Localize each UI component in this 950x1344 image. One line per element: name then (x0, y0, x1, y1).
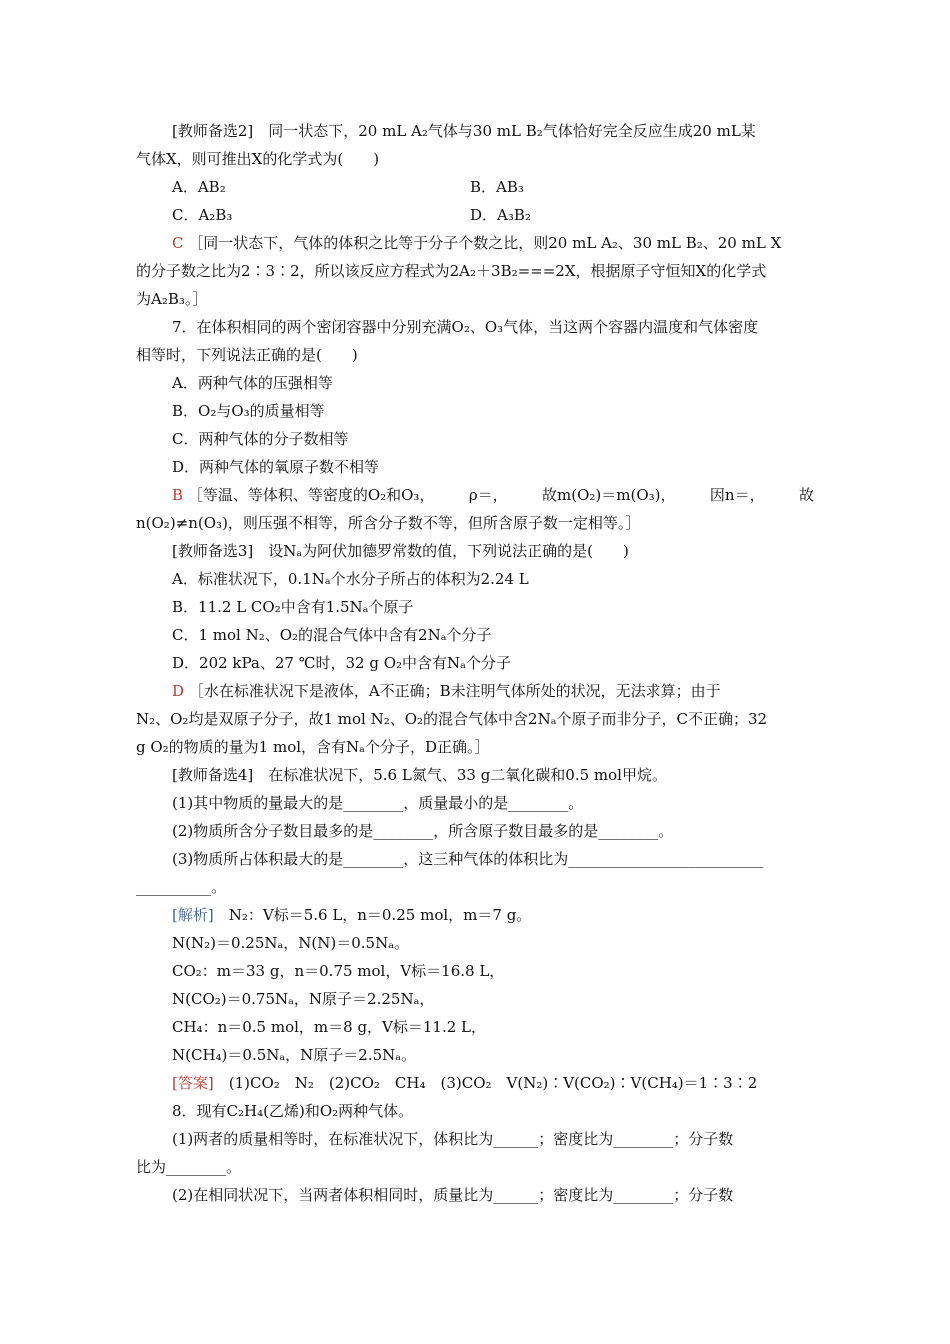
answer-letter: B (172, 486, 184, 504)
option-b: B．AB₃ (470, 178, 524, 196)
q-extra4-part3: (3)物质所占体积最大的是________，这三种气体的体积比为__________________________ (172, 850, 764, 868)
explanation-line3: 为A₂B₃。］ (136, 290, 208, 308)
q-extra3-answer-line1 (172, 681, 721, 701)
q-extra4-part3-cont: __________。 (136, 878, 227, 896)
q7-expl-b: ρ＝， (468, 486, 508, 504)
explanation-text: ［同一状态下，气体的体积之比等于分子个数之比，则20 mL A₂、30 mL B₂、20 mL X (188, 234, 782, 252)
q7-expl-e: 故 (798, 486, 814, 504)
q-extra2-line1: [教师备选2] 同一状态下，20 mL A₂气体与30 mL B₂气体恰好完全反应生成20 mL某 (172, 122, 756, 140)
answer-summary-text: (1)CO₂ N₂ (2)CO₂ CH₄ (3)CO₂ V(N₂)∶V(CO₂)∶V(CH₄)＝1∶3∶2 (213, 1074, 758, 1092)
analysis-tag: [解析] (172, 906, 214, 924)
q-extra3-expl1: ［水在标准状况下是液体，A不正确；B未注明气体所处的状况，无法求算；由于 (188, 682, 721, 700)
q-extra3-answer-line2: N₂、O₂均是双原子分子，故1 mol N₂、O₂的混合气体中含2Nₐ个原子而非分子，C不正确；32 (136, 710, 768, 728)
q-extra4-part2: (2)物质所含分子数目最多的是________，所含原子数目最多的是________。 (172, 822, 674, 840)
answer-tag: [答案] (172, 1074, 214, 1092)
option-d: D．A₃B₂ (470, 206, 531, 224)
analysis-line5: CH₄：n＝0.5 mol，m＝8 g，V标＝11.2 L， (172, 1018, 487, 1036)
q-extra3-line1: [教师备选3] 设Nₐ为阿伏加德罗常数的值，下列说法正确的是( ) (172, 542, 629, 560)
q-extra3-answer-line3: g O₂的物质的量为1 mol，含有Nₐ个分子，D正确。］ (136, 738, 490, 756)
q7-answer-line2: n(O₂)≠n(O₃)，则压强不相等，所含分子数不等，但所含原子数一定相等。］ (136, 514, 641, 532)
answer-letter: C (172, 234, 184, 252)
q-extra3-option-d: D．202 kPa、27 ℃时，32 g O₂中含有Nₐ个分子 (172, 654, 511, 672)
option-a: A．AB₂ (172, 178, 226, 196)
option-c: C．A₂B₃ (172, 206, 233, 224)
q-extra2-line2: 气体X，则可推出X的化学式为( ) (136, 150, 380, 168)
q7-expl-d: 因n＝， (709, 486, 765, 504)
q7-option-c: C．两种气体的分子数相等 (172, 430, 349, 448)
analysis-line6: N(CH₄)＝0.5Nₐ，N原子＝2.5Nₐ。 (172, 1046, 417, 1064)
q7-option-d: D．两种气体的氧原子数不相等 (172, 458, 380, 476)
q-extra3-option-a: A．标准状况下，0.1Nₐ个水分子所占的体积为2.24 L (172, 570, 529, 588)
answer-summary (172, 1073, 757, 1093)
q8-part2: (2)在相同状况下，当两者体积相同时，质量比为______；密度比为________；分子数 (172, 1186, 734, 1204)
analysis-line3: CO₂：m＝33 g，n＝0.75 mol，V标＝16.8 L， (172, 962, 505, 980)
q-extra3-option-c: C．1 mol N₂、O₂的混合气体中含有2Nₐ个分子 (172, 626, 492, 644)
q7-line1: 7．在体积相同的两个密闭容器中分别充满O₂、O₃气体，当这两个容器内温度和气体密度 (172, 318, 759, 336)
explanation-line2: 的分子数之比为2∶3∶2，所以该反应方程式为2A₂＋3B₂===2X，根据原子守恒知X的化学式 (136, 262, 767, 280)
q-extra4-part1: (1)其中物质的量最大的是________，质量最小的是________。 (172, 794, 584, 812)
q-extra3-option-b: B．11.2 L CO₂中含有1.5Nₐ个原子 (172, 598, 414, 616)
q7-expl-a: ［等温、等体积、等密度的O₂和O₃， (187, 486, 435, 504)
q7-option-b: B．O₂与O₃的质量相等 (172, 402, 325, 420)
q7-line2: 相等时，下列说法正确的是( ) (136, 346, 358, 364)
analysis-line2: N(N₂)＝0.25Nₐ，N(N)＝0.5Nₐ。 (172, 934, 409, 952)
answer-line1 (172, 233, 781, 253)
q8-part1: (1)两者的质量相等时，在标准状况下，体积比为______；密度比为________；分子数 (172, 1130, 734, 1148)
q7-option-a: A．两种气体的压强相等 (172, 374, 333, 392)
analysis-line1 (172, 905, 531, 925)
q7-expl-c: 故m(O₂)＝m(O₃)， (542, 486, 676, 504)
q7-answer-start (172, 485, 434, 505)
q7-answer-line1 (172, 485, 814, 505)
q8-line1: 8．现有C₂H₄(乙烯)和O₂两种气体。 (172, 1102, 414, 1120)
q-extra4-line1: [教师备选4] 在标准状况下，5.6 L氮气、33 g二氧化碳和0.5 mol甲烷。 (172, 766, 667, 784)
analysis-text: N₂：V标＝5.6 L，n＝0.25 mol，m＝7 g。 (213, 906, 532, 924)
analysis-line4: N(CO₂)＝0.75Nₐ，N原子＝2.25Nₐ， (172, 990, 435, 1008)
q8-part1-cont: 比为________。 (136, 1158, 242, 1176)
answer-letter: D (172, 682, 185, 700)
